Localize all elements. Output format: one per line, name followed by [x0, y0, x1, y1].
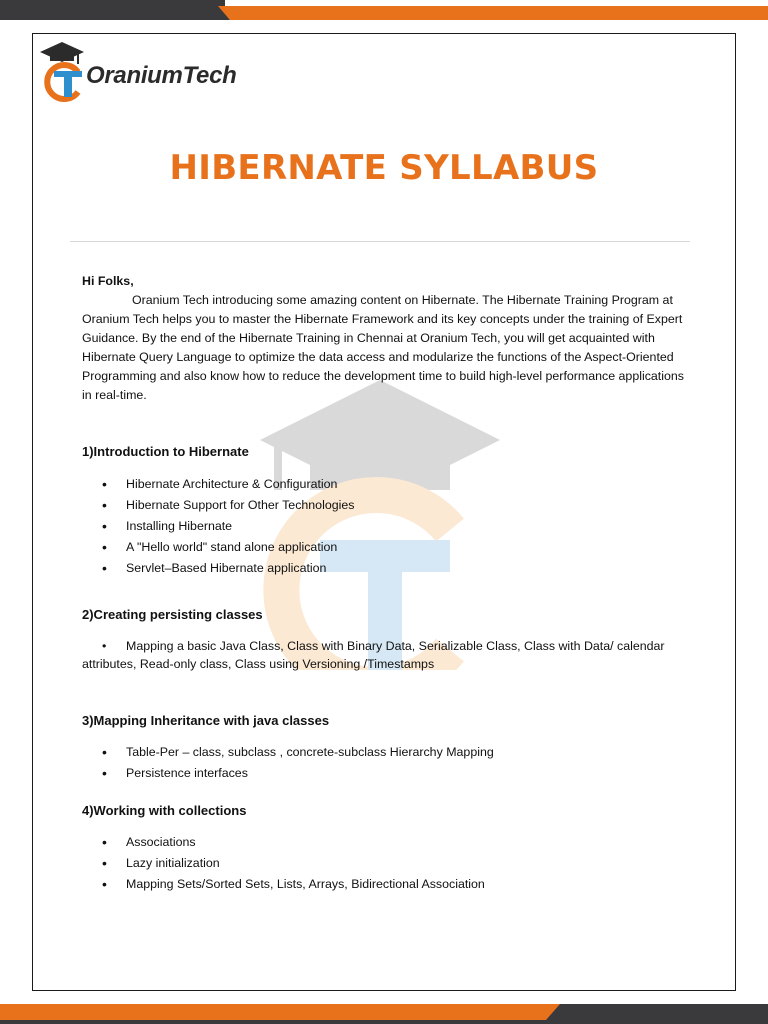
header-bar-dark [0, 0, 225, 20]
list-item: • Hibernate Support for Other Technologies [82, 495, 354, 516]
section-list [82, 474, 354, 579]
section-heading: 3)Mapping Inheritance with java classes [82, 713, 330, 728]
section-list [82, 832, 485, 895]
paragraph-text: Mapping a basic Java Class, Class with Binary Data, Serializable Class, Class with Data/ calendar attributes, Read-only class, Class using Versioning /Timestamps [82, 639, 665, 671]
list-item: • Lazy initialization [82, 853, 485, 874]
page-title: HIBERNATE SYLLABUS [169, 148, 599, 188]
list-item: • Servlet–Based Hibernate application [82, 558, 354, 579]
section-paragraph [82, 637, 682, 673]
section-heading: 1)Introduction to Hibernate [82, 444, 249, 459]
list-item: • Installing Hibernate [82, 516, 354, 537]
title-divider [70, 241, 690, 242]
list-item: • Mapping Sets/Sorted Sets, Lists, Arrays, Bidirectional Association [82, 874, 485, 895]
header-bar-orange [218, 6, 768, 20]
section-heading: 2)Creating persisting classes [82, 607, 263, 622]
footer-bar-orange [0, 1004, 560, 1020]
brand-name: OraniumTech [86, 62, 237, 89]
list-item: • Hibernate Architecture & Configuration [82, 474, 354, 495]
section-list [82, 742, 494, 784]
list-item: • Persistence interfaces [82, 763, 494, 784]
list-item: • Table-Per – class, subclass , concrete-subclass Hierarchy Mapping [82, 742, 494, 763]
intro-block [82, 272, 694, 405]
list-item: • A "Hello world" stand alone application [82, 537, 354, 558]
bullet-icon: • [102, 639, 107, 653]
list-item: • Associations [82, 832, 485, 853]
intro-text: Oranium Tech introducing some amazing content on Hibernate. The Hibernate Training Program at Oranium Tech helps you to master the Hibernate Framework and its key concepts under the training of Expert Guidance. By the end of the Hibernate Training in Chennai at Oranium Tech, you will get acquainted with Hibernate Query Language to optimize the data access and modularize the functions of the Aspect-Oriented Programming and also know how to reduce the development time to build high-level performance applications in real-time. [82, 293, 684, 402]
intro-paragraph [82, 291, 694, 405]
greeting: Hi Folks, [82, 274, 134, 288]
section-heading: 4)Working with collections [82, 803, 247, 818]
